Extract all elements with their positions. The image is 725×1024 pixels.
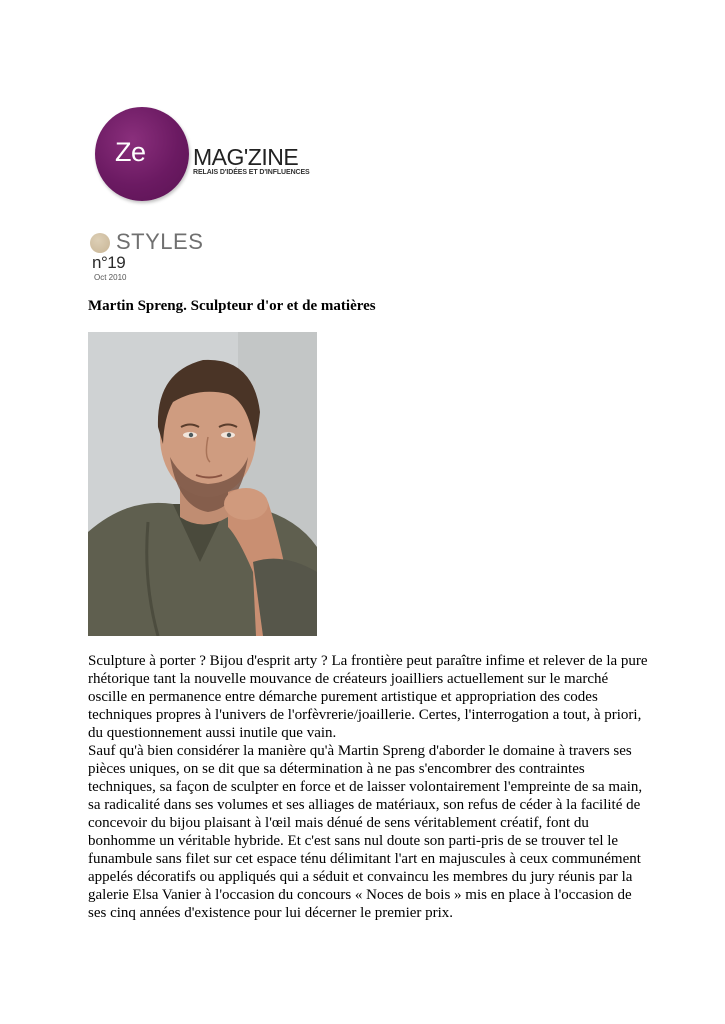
article-paragraph: Sculpture à porter ? Bijou d'esprit arty ? La frontière peut paraître infime et relever de la pure rhétorique tant la nouvelle mouvance de créateurs joailliers actuellement sur le marché oscille en permanence entre démarche purement artistique et appropriation des codes techniques propres à l'univers de l'orfèvrerie/joaillerie. Certes, l'interrogation a tout, à priori, du questionnement aussi inutile que vain. <box>88 653 648 741</box>
article-title: Martin Spreng. Sculpteur d'or et de matières <box>88 298 376 314</box>
section-label: STYLES <box>116 229 204 254</box>
logo-circle-text: Ze <box>115 137 146 167</box>
article-body <box>88 652 648 922</box>
issue-number: n°19 <box>92 253 126 272</box>
section-dot-icon <box>90 233 110 253</box>
article-paragraph: Sauf qu'à bien considérer la manière qu'à Martin Spreng d'aborder le domaine à travers ses pièces uniques, on se dit que sa détermination à ne pas s'encombrer des contraintes techniques, sa façon de sculpter en force et de laisser volontairement l'empreinte de sa main, sa radicalité dans ses volumes et ses alliages de matériaux, son refus de céder à la facilité de concevoir du bijou plaisant à l'œil mais dénué de sens véritablement créatif, font du bonhomme un véritable hybride. Et c'est sans nul doute son parti-pris de se trouver tel le funambule sans filet sur cet espace ténu délimitant l'art en majuscules à ceux communément appelés décoratifs ou appliqués qui a séduit et convaincu les membres du jury réunis par la galerie Elsa Vanier à l'occasion du concours « Noces de bois » mis en place à l'occasion de ses cinq années d'existence pour lui décerner le premier prix. <box>88 743 643 921</box>
portrait-photo <box>88 332 317 636</box>
logo-brand-name: MAG'ZINE <box>193 144 299 170</box>
portrait-illustration <box>88 332 317 636</box>
magazine-logo <box>95 107 325 202</box>
issue-date: Oct 2010 <box>94 273 127 282</box>
section-badge <box>90 230 220 285</box>
logo-tagline: RELAIS D'IDÉES ET D'INFLUENCES <box>193 169 310 176</box>
